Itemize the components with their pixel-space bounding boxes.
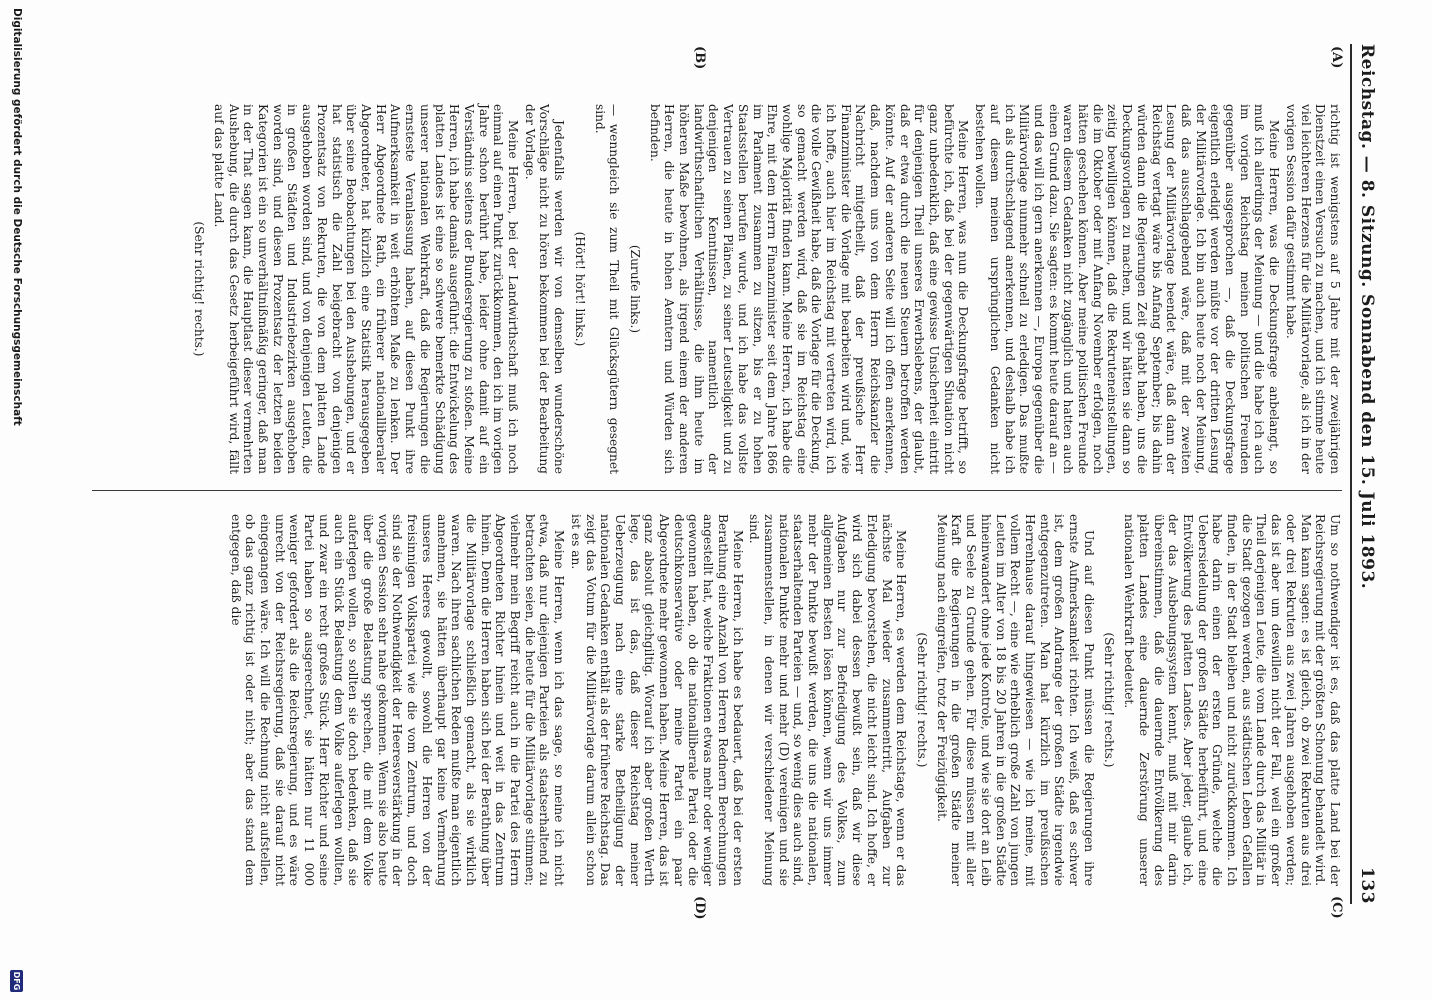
dfg-logo-icon: DFG <box>12 971 22 991</box>
right-column <box>226 514 1342 886</box>
interjection: (Zurufe links.) <box>627 244 642 334</box>
column-divider <box>92 490 1342 491</box>
margin-marker-b: (B) <box>692 46 707 70</box>
running-title: Reichstag. — 8. Sitzung. Sonnabend den 15. Juli 1893. <box>1357 44 1377 590</box>
margin-marker-a: (A) <box>1329 46 1344 69</box>
credit-text: Digitalisierung gefördert durch die Deutsche Forschungsgemeinschaft <box>11 8 23 426</box>
running-header <box>1354 44 1380 904</box>
paragraph: Meine Herren, was nun die Deckungsfrage betrifft, so befürchte ich, daß bei der gegenwärtigen Situation nicht ganz unbedenklich, daß eine gewisse Unsicherheit eintritt für denjenigen Theil unseres Erwerbslebens, der glaubt, daß er etwa durch die neuen Steuern betroffen werden könnte. Auf der anderen Seite will ich offen anerkennen, daß, nachdem uns von dem Herrn Reichskanzler die Nachricht mitgetheilt, daß der preußische Herr Finanzminister die Vorlage mit bearbeiten wird und, wie ich hoffe, auch hier im Reichstag mit vertreten wird, ich die volle Gewißheit habe, daß die Vorlage für die Deckung, so gemacht werden wird, daß sie im Reichstag eine wohlige Majorität finden kann. Meine Herren, ich habe die Ehre, mit dem Herrn Finanzminister seit dem Jahre 1866 im Parlament zusammen zu sitzen, bis er zu hohen Staatsstellen berufen wurde, und ich habe das vollste Vertrauen zu seinen Plänen, zu seiner Leutseligkeit und zu denjenigen Kenntnissen, namentlich der landwirthschaftlichen Verhältnisse, die ihm heute im höheren Maße bewohnen, als irgend einem der anderen Herren, die heute in hohen Aemtern und Würden sich befinden. <box>647 104 971 474</box>
interjection: (Sehr richtig! rechts.) <box>1102 632 1117 768</box>
paragraph: Meine Herren, wenn ich das sage, so meine ich nicht etwa, daß nur diejenigen Parteien als staatserhaltend zu betrachten seien, die heute für die Militärvorlage stimmen; vielmehr mein Begriff reicht auch in die Partei des Herrn Abgeordneten Richter hinein und weit in das Zentrum hinein. Denn die Herren haben sich bei der Berathung über die Militärvorlage schließlich gemacht, als sie wirklich waren. Nach ihren sachlichen Reden mußte man eigentlich annehmen, sie hätten überhaupt gar keine Vermehrung unseres Heeres gewollt, sowohl die Herren von der freisinnigen Volkspartei wie die vom Zentrum, und doch sind sie der Nothwendigkeit der Heeresverstärkung in der vorigen Session sehr nahe gekommen. Wenn sie also heute über die große Belastung sprechen, die mit dem Volke auferlegen wollen, so sollten sie doch bedenken, daß sie auch ein Stück Belastung dem Volke auferlegen wollten, und zwar ein recht großes Stück. Herr Richter und seine Partei haben so ausgerechnet, sie hätten nur 11 000 weniger gefordert als die Reichsregierung, und es wäre unrecht von der Reichsregierung, daß sie darauf nicht eingegangen wäre. Ich will die Rechnung nicht aufstellen, ob das ganz richtig ist oder nicht; aber das stand dem entgegen, daß die <box>228 514 567 886</box>
paragraph: richtig ist wenigstens auf 5 Jahre mit der zweijährigen Dienstzeit einen Versuch zu machen, und ich stimme heute viel leichteren Herzens für die Militärvorlage, als ich in der vorigen Session dafür gestimmt habe. <box>1283 104 1342 474</box>
paragraph: Meine Herren, was die Deckungsfrage anbelangt, so muß ich allerdings der Meinung — und die habe ich auch im vorigen Reichstag meinen politischen Freunden gegenüber ausgesprochen —, daß die Deckungsfrage eigentlich erledigt werden müßte vor der dritten Lesung der Militärvorlage. Ich bin auch heute noch der Meinung, daß das ausschlaggebend wäre, daß mit der zweiten Lesung der Militärvorlage beendet wäre, daß dann der Reichstag vertagt wäre bis Anfang September; bis dahin würden dann die Regierungen Zeit gehabt haben, uns die Deckungsvorlagen zu machen, und wir hätten sie dann so zeitig bewilligen können, daß die Rekruteneinstellungen, die im Oktober oder mit Anfang November erfolgen, noch hätten geschehen können. Aber meine politischen Freunde waren diesem Gedanken nicht zugänglich und hatten auch einen Grund dazu. Sie sagten: es kommt heute darauf an — und das will ich gern anerkennen —, Europa gegenüber die Militärvorlage nunmehr schnell zu erledigen. Das mußte ich als durchschlagend anerkennen, und deshalb habe ich auf diesem meinen ursprünglichen Gedanken nicht bestehen wollen. <box>973 104 1282 474</box>
digitization-credit <box>8 8 26 992</box>
header-rule <box>1350 44 1352 904</box>
paragraph: Und auf diesen Punkt müssen die Regierungen ihre ernste Aufmerksamkeit richten. Ich weiß, daß es schwer ist, dem großen Andrange der großen Städte irgendwie entgegenzutreten. Man hat kürzlich im preußischen Herrenhause darauf hingewiesen — wie ich meine, mit vollem Recht —, eine wie erheblich große Zahl von jungen Leuten im Alter von 18 bis 20 Jahren in die großen Städte hineinwandert ohne jede Kontrole, und wie sie dort an Leib und Seele zu Grunde gehen. Für diese müssen mit aller Kraft die Regierungen in die großen Städte meiner Meinung nach eingreifen, trotz der Freizügigkeit. <box>934 514 1096 886</box>
margin-marker-d: (D) <box>692 896 707 920</box>
paragraph: Meine Herren, bei der Landwirthschaft muß ich noch einmal auf einen Punkt zurückkommen, den ich im vorigen Jahre schon berührt habe, leider ohne damit auf ein Verständnis seitens der Bundesregierung zu stoßen. Meine Herren, ich habe damals ausgeführt: die Entwickelung des platten Landes ist eine so schwere bemerkte Schädigung unserer nationalen Wehrkraft, daß die Regierungen die ernsteste Veranlassung haben, auf diesen Punkt ihre Aufmerksamkeit in weit erhöhtem Maße zu lenken. Der Herr Abgeordnete Rath, ein früherer nationalliberaler Abgeordneter, hat kürzlich eine Statistik herausgegeben über seine Beobachtungen bei den Aushebungen, und er hat statistisch die Zahl beigebracht von denjenigen Prozentsatz von Rekruten, die von dem platten Lande ausgehoben worden sind, und von denjenigen Leuten, die in großen Städten und Industriebezirken ausgehoben worden sind, und diesen Prozentsatz der letzten beiden Kategorien ist ein so unverhältnißmäßig geringer, daß man in der That sagen kann, die Hauptlast dieser vermehrten Aushebung, die durch das Gesetz herbeigeführt wird, fällt auf das platte Land. <box>211 104 521 474</box>
page-number: 133 <box>1357 867 1377 904</box>
paragraph: Jedenfalls werden wir von demselben wunderschöne Vorschläge nicht zu hören bekommen bei der Bearbeitung der Vorlage. <box>522 104 567 474</box>
paragraph: Meine Herren, es werden dem Reichstage, wenn er das nächste Mal wieder zusammentritt, Aufgaben zur Erledigung bevorstehen, die nicht leicht sind. Ich hoffe, er wird sich dabei dessen bewußt sein, daß wir diese Aufgaben nur zur Befriedigung des Volkes, zum allgemeinen Besten lösen können, wenn wir uns immer mehr der Punkte bewußt werden, die uns die nationalen, staatserhaltenden Parteien — und, so wenig dies auch sind, nationalen Punkte mehr und mehr (D) vereinigen und sie zusammenstellen, in denen wir verschiedener Meinung sind. <box>747 514 909 886</box>
interjection: (Hört! hört! links.) <box>572 231 587 347</box>
interjection: (Sehr richtig! rechts.) <box>915 632 930 768</box>
interjection: (Sehr richtig! rechts.) <box>192 221 207 357</box>
left-column <box>186 104 1342 474</box>
margin-marker-c: (C) <box>1329 896 1344 919</box>
paragraph: Meine Herren, ich habe es bedauert, daß bei der ersten Berathung eine Anzahl von Herren Rednern Berechnungen angestellt hat, welche Fraktionen etwas mehr oder weniger gewonnen haben, ob die nationalliberale Partei oder die deutschkonservative oder meine Partei ein paar Abgeordnete mehr gewonnen haben. Meine Herren, das ist ganz absolut gleichgiltig. Worauf ich aber großen Werth lege, das ist das, daß dieser Reichstag meiner Ueberzeugung nach eine starke Betheiligung der nationalen Gedanken enthält als der frühere Reichstag. Das zeigt das Votum für die Militärvorlage darum allein schon ist es an. <box>568 514 745 886</box>
paragraph: Um so nothwendiger ist es, daß das platte Land bei der Reichsregierung mit der größten Schonung behandelt wird. Man kann sagen: es ist gleich, ob zwei Rekruten aus drei oder drei Rekruten aus zwei Jahren ausgehoben werden; das ist aber um deswillen nicht der Fall, weil ein großer Theil derjenigen Leute, die vom Lande durch das Militär in die Stadt gezogen werden, aus städtischen Leben Gefallen finden, in der Stadt bleiben und nicht zurückkommen. Ich habe darin einen der ersten Gründe, welche die Uebersiedelung der großen Städte herbeiführt, und eine Entvölkerung des platten Landes. Aber jeder, glaube ich, der das Ausbebungssystem kennt, muß mit mir darin übereinstimmen, daß die dauernde Entvölkerung des platten Landes eine dauernde Zerstörung unserer nationalen Wehrkraft bedeutet. <box>1122 514 1342 886</box>
paragraph: — wenngleich sie zum Theil mit Glücksgütern gesegnet sind. <box>592 104 622 474</box>
